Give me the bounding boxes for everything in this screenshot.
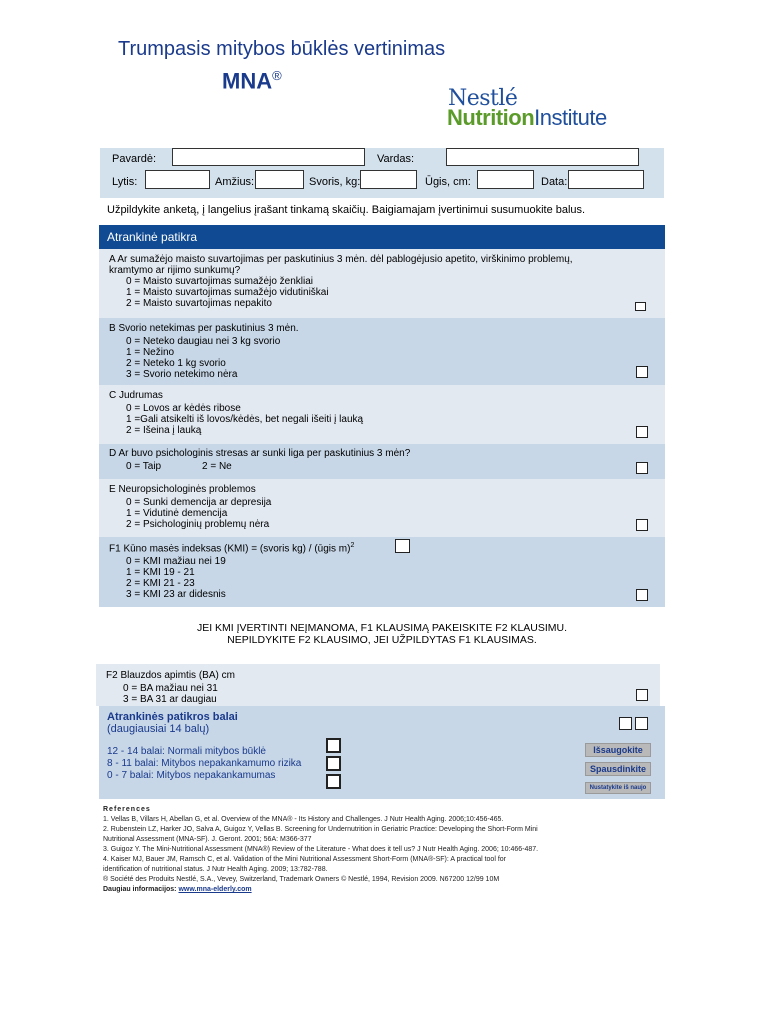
question-c-text: C Judrumas <box>109 390 163 401</box>
sex-label: Lytis: <box>112 176 138 188</box>
option-text: 1 = Vidutinė demencija <box>126 508 228 519</box>
print-button[interactable]: Spausdinkite <box>585 762 651 776</box>
score-subtitle: (daugiausiai 14 balų) <box>107 723 210 735</box>
page-title: Trumpasis mitybos būklės vertinimas <box>118 38 446 60</box>
score-range-label: 12 - 14 balai: <box>107 746 165 757</box>
result-normal-checkbox[interactable] <box>326 738 341 753</box>
option-text: 2 = Neteko 1 kg svorio <box>126 358 226 369</box>
screening-score-panel <box>99 706 665 799</box>
registered-mark: ® <box>272 68 282 83</box>
score-range-malnourished <box>107 770 275 781</box>
logo-nutrition-text: Nutrition <box>447 105 535 130</box>
option-text: 0 = Lovos ar kėdės ribose <box>126 403 241 414</box>
patient-info-panel <box>100 148 664 198</box>
option-text: 1 = Nežino <box>126 347 175 358</box>
references-heading: References <box>103 806 151 813</box>
question-a-text-cont: kramtymo ar rijimo sunkumų? <box>109 265 241 276</box>
option-text: 0 = BA mažiau nei 31 <box>123 683 218 694</box>
more-info-label: Daugiau informacijos: <box>103 886 177 893</box>
sex-input[interactable] <box>145 170 210 189</box>
question-d-text: D Ar buvo psichologinis stresas ar sunki liga per paskutinius 3 mėn? <box>109 448 411 459</box>
option-text: 0 = KMI mažiau nei 19 <box>126 556 226 567</box>
weight-input[interactable] <box>360 170 417 189</box>
notice-line-2: NEPILDYKITE F2 KLAUSIMO, JEI UŽPILDYTAS F1 KLAUSIMAS. <box>227 634 537 646</box>
score-range-desc: Mitybos nepakankamumo rizika <box>158 758 302 769</box>
result-risk-checkbox[interactable] <box>326 756 341 771</box>
question-f2 <box>96 664 660 706</box>
question-f2-text: F2 Blauzdos apimtis (BA) cm <box>106 670 235 681</box>
reference-line: 1. Vellas B, Villars H, Abellan G, et al. Overview of the MNA® - Its History and Challenges. J Nutr Health Aging. 2006;10:456-465. <box>103 816 504 823</box>
question-f1-text <box>109 542 354 554</box>
score-digit-box-1[interactable] <box>619 717 632 730</box>
height-label: Ūgis, cm: <box>425 176 471 188</box>
save-button[interactable]: Išsaugokite <box>585 743 651 757</box>
question-a <box>99 249 665 318</box>
reset-button[interactable]: Nustatykite iš naujo <box>585 782 651 794</box>
surname-input[interactable] <box>172 148 365 166</box>
question-a-text: A Ar sumažėjo maisto suvartojimas per paskutinius 3 mėn. dėl pablogėjusio apetito, virškinimo problemų, <box>109 254 573 265</box>
weight-label: Svoris, kg: <box>309 176 361 188</box>
score-range-desc: Mitybos nepakankamumas <box>153 770 276 781</box>
age-input[interactable] <box>255 170 304 189</box>
question-f1-label: F1 Kūno masės indeksas (KMI) = (svoris kg) / (ūgis m) <box>109 543 351 555</box>
question-b-score-box[interactable] <box>636 366 648 378</box>
option-text: 3 = KMI 23 ar didesnis <box>126 589 226 600</box>
question-b <box>99 318 665 385</box>
nestle-logo: Nestlé <box>448 86 518 111</box>
option-text: 3 = Svorio netekimo nėra <box>126 369 238 380</box>
reference-line: identification of nutritional status. J Nutr Health Aging. 2009; 13:782-788. <box>103 866 328 873</box>
question-f2-score-box[interactable] <box>636 689 648 701</box>
option-text: 2 = Ne <box>202 461 232 472</box>
option-text: 0 = Neteko daugiau nei 3 kg svorio <box>126 336 281 347</box>
result-malnourished-checkbox[interactable] <box>326 774 341 789</box>
option-text: 2 = KMI 21 - 23 <box>126 578 195 589</box>
option-text: 2 = Psichologinių problemų nėra <box>126 519 270 530</box>
mna-heading <box>222 68 282 94</box>
score-range-normal <box>107 746 266 757</box>
instructions-text: Užpildykite anketą, į langelius įrašant tinkamą skaičių. Baigiamajam įvertinimui susumuokite balus. <box>107 204 586 216</box>
screening-section-header: Atrankinė patikra <box>99 225 665 249</box>
score-title: Atrankinės patikros balai <box>107 711 238 723</box>
reference-line: ® Société des Produits Nestlé, S.A., Vevey, Switzerland, Trademark Owners © Nestlé, 1994, Revision 2009. N67200 12/99 10M <box>103 876 500 883</box>
score-digit-box-2[interactable] <box>635 717 648 730</box>
score-range-risk <box>107 758 301 769</box>
name-label: Vardas: <box>377 153 415 165</box>
height-input[interactable] <box>477 170 534 189</box>
question-f1 <box>99 537 665 607</box>
reference-line: 2. Rubenstein LZ, Harker JO, Salva A, Guigoz Y, Vellas B. Screening for Undernutrition in Geriatric Practice: Developing the Short-Form Mini <box>103 826 538 833</box>
question-e <box>99 479 665 537</box>
option-text: 3 = BA 31 ar daugiau <box>123 694 217 705</box>
option-text: 1 = KMI 19 - 21 <box>126 567 195 578</box>
question-f1-score-box[interactable] <box>636 589 648 601</box>
score-range-desc: Normali mitybos būklė <box>164 746 266 757</box>
option-text: 1 = Maisto suvartojimas sumažėjo vidutiniškai <box>126 287 329 298</box>
question-d-score-box[interactable] <box>636 462 648 474</box>
question-a-score-box[interactable] <box>635 302 646 311</box>
reference-line: 3. Guigoz Y. The Mini-Nutritional Assessment (MNA®) Review of the Literature - What does it tell us? J Nutr Health Aging. 2006; 10:466-487. <box>103 846 539 853</box>
more-info-link[interactable]: www.mna-elderly.com <box>178 886 252 893</box>
notice-line-1: JEI KMI ĮVERTINTI NEĮMANOMA, F1 KLAUSIMĄ PAKEISKITE F2 KLAUSIMU. <box>196 622 568 634</box>
references-block <box>103 805 663 895</box>
question-c <box>99 385 665 444</box>
reference-line: Nutritional Assessment (MNA-SF). J. Geront. 2001; 56A: M366-377 <box>103 836 312 843</box>
option-text: 0 = Maisto suvartojimas sumažėjo ženkliai <box>126 276 314 287</box>
reference-line: 4. Kaiser MJ, Bauer JM, Ramsch C, et al. Validation of the Mini Nutritional Assessment Short-Form (MNA®-SF): A practical tool for <box>103 856 506 863</box>
more-info-line <box>103 885 663 895</box>
question-d <box>99 444 665 479</box>
option-text: 2 = Maisto suvartojimas nepakito <box>126 298 272 309</box>
age-label: Amžius: <box>215 176 255 188</box>
name-input[interactable] <box>446 148 639 166</box>
question-e-text: E Neuropsichologinės problemos <box>109 484 256 495</box>
surname-label: Pavardė: <box>112 153 157 165</box>
question-e-score-box[interactable] <box>636 519 648 531</box>
score-range-label: 8 - 11 balai: <box>107 758 159 769</box>
mna-text: MNA <box>222 68 273 94</box>
option-text: 1 =Gali atsikelti iš lovos/kėdės, bet negali išeiti į lauką <box>126 414 364 425</box>
question-b-text: B Svorio netekimas per paskutinius 3 mėn. <box>109 323 299 334</box>
date-input[interactable] <box>568 170 644 189</box>
nutrition-institute-logo <box>447 105 607 131</box>
option-text: 0 = Sunki demencija ar depresija <box>126 497 272 508</box>
question-c-score-box[interactable] <box>636 426 648 438</box>
logo-institute-text: Institute <box>534 105 607 130</box>
score-range-label: 0 - 7 balai: <box>107 770 154 781</box>
date-label: Data: <box>541 176 568 188</box>
option-text: 2 = Išeina į lauką <box>126 425 202 436</box>
squared-sup: 2 <box>350 542 355 549</box>
bmi-value-box[interactable] <box>395 539 410 553</box>
option-text: 0 = Taip <box>126 461 162 472</box>
